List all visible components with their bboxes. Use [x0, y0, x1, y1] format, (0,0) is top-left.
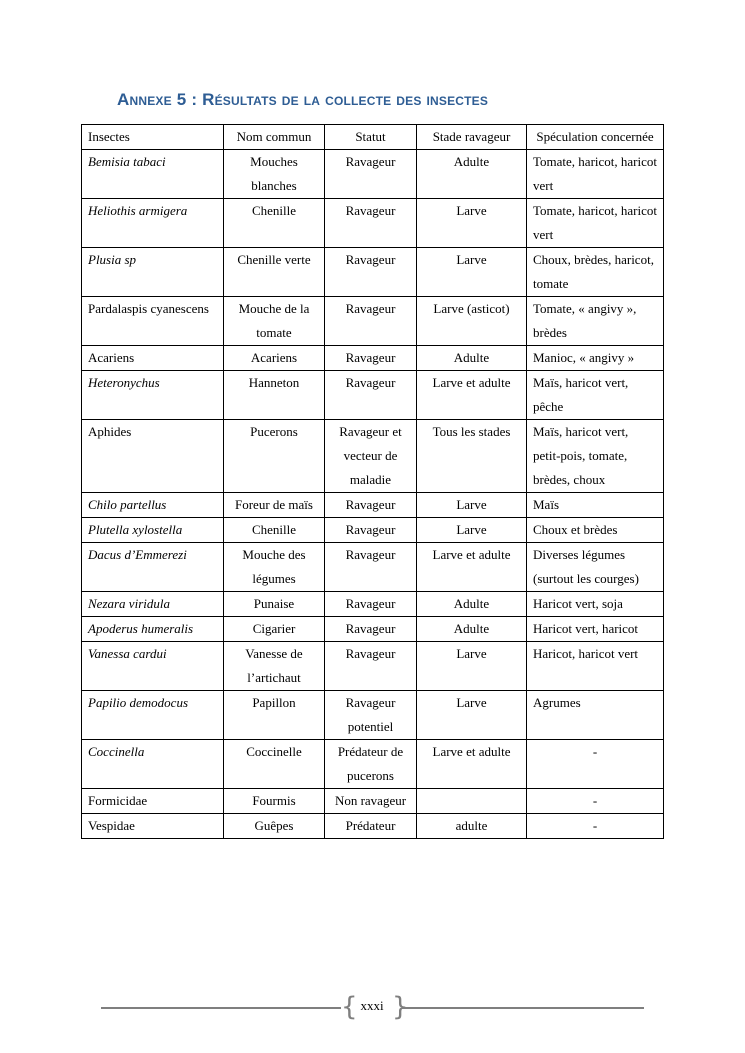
cell-common-name: Cigarier [224, 617, 325, 642]
cell-crop: Tomate, haricot, haricot vert [527, 150, 664, 199]
cell-status: Ravageur [325, 642, 417, 691]
table-row [82, 346, 664, 371]
cell-insect: Heteronychus [82, 371, 224, 420]
page-title: Annexe 5 : Résultats de la collecte des insectes [117, 90, 489, 109]
insects-table [81, 124, 664, 839]
table-header-row [82, 125, 664, 150]
cell-stage: Larve [417, 248, 527, 297]
cell-insect: Bemisia tabaci [82, 150, 224, 199]
table-row [82, 420, 664, 493]
table-row [82, 740, 664, 789]
cell-stage: Adulte [417, 592, 527, 617]
table-row [82, 814, 664, 839]
cell-common-name: Acariens [224, 346, 325, 371]
cell-status: Ravageur [325, 592, 417, 617]
cell-common-name: Mouches blanches [224, 150, 325, 199]
cell-insect: Plutella xylostella [82, 518, 224, 543]
cell-insect: Heliothis armigera [82, 199, 224, 248]
cell-crop: - [527, 789, 664, 814]
cell-stage: Larve et adulte [417, 740, 527, 789]
cell-common-name: Punaise [224, 592, 325, 617]
cell-stage: Larve et adulte [417, 543, 527, 592]
cell-crop: Tomate, haricot, haricot vert [527, 199, 664, 248]
cell-stage: Adulte [417, 617, 527, 642]
cell-status: Ravageur [325, 543, 417, 592]
cell-crop: Choux et brèdes [527, 518, 664, 543]
table-row [82, 297, 664, 346]
header-statut: Statut [325, 125, 417, 150]
cell-insect: Apoderus humeralis [82, 617, 224, 642]
cell-common-name: Chenille verte [224, 248, 325, 297]
table-row [82, 199, 664, 248]
header-insectes: Insectes [82, 125, 224, 150]
cell-insect: Acariens [82, 346, 224, 371]
cell-status: Ravageur potentiel [325, 691, 417, 740]
cell-common-name: Mouche des légumes [224, 543, 325, 592]
cell-stage: Tous les stades [417, 420, 527, 493]
table-row [82, 691, 664, 740]
cell-status: Ravageur [325, 617, 417, 642]
cell-crop: Haricot vert, haricot [527, 617, 664, 642]
cell-common-name: Hanneton [224, 371, 325, 420]
cell-common-name: Coccinelle [224, 740, 325, 789]
cell-insect: Dacus d’Emmerezi [82, 543, 224, 592]
cell-status: Ravageur [325, 346, 417, 371]
cell-status: Ravageur [325, 199, 417, 248]
cell-stage: Larve et adulte [417, 371, 527, 420]
cell-insect: Chilo partellus [82, 493, 224, 518]
cell-crop: Agrumes [527, 691, 664, 740]
table-row [82, 518, 664, 543]
header-nom-commun: Nom commun [224, 125, 325, 150]
cell-crop: Diverses légumes (surtout les courges) [527, 543, 664, 592]
cell-status: Ravageur [325, 150, 417, 199]
cell-stage: Larve [417, 199, 527, 248]
table-row [82, 150, 664, 199]
cell-common-name: Foreur de maïs [224, 493, 325, 518]
table-row [82, 371, 664, 420]
cell-crop: Maïs, haricot vert, pêche [527, 371, 664, 420]
cell-common-name: Chenille [224, 518, 325, 543]
cell-common-name: Vanesse de l’artichaut [224, 642, 325, 691]
cell-status: Prédateur de pucerons [325, 740, 417, 789]
cell-common-name: Papillon [224, 691, 325, 740]
table-row [82, 592, 664, 617]
header-stade-ravageur: Stade ravageur [417, 125, 527, 150]
cell-stage: Adulte [417, 346, 527, 371]
cell-crop: - [527, 814, 664, 839]
cell-crop: Maïs, haricot vert, petit-pois, tomate, brèdes, choux [527, 420, 664, 493]
cell-crop: Haricot vert, soja [527, 592, 664, 617]
cell-crop: Tomate, « angivy », brèdes [527, 297, 664, 346]
cell-stage: Adulte [417, 150, 527, 199]
cell-status: Ravageur [325, 518, 417, 543]
cell-insect: Plusia sp [82, 248, 224, 297]
cell-status: Prédateur [325, 814, 417, 839]
cell-crop: Manioc, « angivy » [527, 346, 664, 371]
page-footer [0, 992, 745, 1022]
footer-rule-left [101, 1007, 341, 1009]
cell-insect: Vespidae [82, 814, 224, 839]
right-brace-icon: } [392, 992, 409, 1022]
cell-common-name: Pucerons [224, 420, 325, 493]
cell-common-name: Guêpes [224, 814, 325, 839]
cell-insect: Aphides [82, 420, 224, 493]
cell-stage: Larve [417, 493, 527, 518]
table-row [82, 248, 664, 297]
cell-insect: Papilio demodocus [82, 691, 224, 740]
cell-status: Non ravageur [325, 789, 417, 814]
cell-insect: Pardalaspis cyanescens [82, 297, 224, 346]
cell-stage [417, 789, 527, 814]
cell-insect: Vanessa cardui [82, 642, 224, 691]
cell-stage: Larve [417, 691, 527, 740]
footer-rule-right [402, 1007, 644, 1009]
cell-insect: Nezara viridula [82, 592, 224, 617]
cell-status: Ravageur [325, 248, 417, 297]
table-row [82, 493, 664, 518]
cell-common-name: Mouche de la tomate [224, 297, 325, 346]
table-row [82, 543, 664, 592]
page-number: xxxi [360, 998, 384, 1013]
table-row [82, 617, 664, 642]
cell-crop: Choux, brèdes, haricot, tomate [527, 248, 664, 297]
cell-status: Ravageur et vecteur de maladie [325, 420, 417, 493]
cell-status: Ravageur [325, 493, 417, 518]
cell-stage: Larve [417, 518, 527, 543]
cell-crop: Maïs [527, 493, 664, 518]
cell-status: Ravageur [325, 371, 417, 420]
cell-stage: adulte [417, 814, 527, 839]
cell-stage: Larve (asticot) [417, 297, 527, 346]
header-speculation: Spéculation concernée [527, 125, 664, 150]
left-brace-icon: { [341, 992, 358, 1022]
cell-insect: Formicidae [82, 789, 224, 814]
cell-status: Ravageur [325, 297, 417, 346]
table-row [82, 642, 664, 691]
cell-stage: Larve [417, 642, 527, 691]
cell-common-name: Chenille [224, 199, 325, 248]
cell-crop: - [527, 740, 664, 789]
cell-insect: Coccinella [82, 740, 224, 789]
cell-common-name: Fourmis [224, 789, 325, 814]
cell-crop: Haricot, haricot vert [527, 642, 664, 691]
table-row [82, 789, 664, 814]
